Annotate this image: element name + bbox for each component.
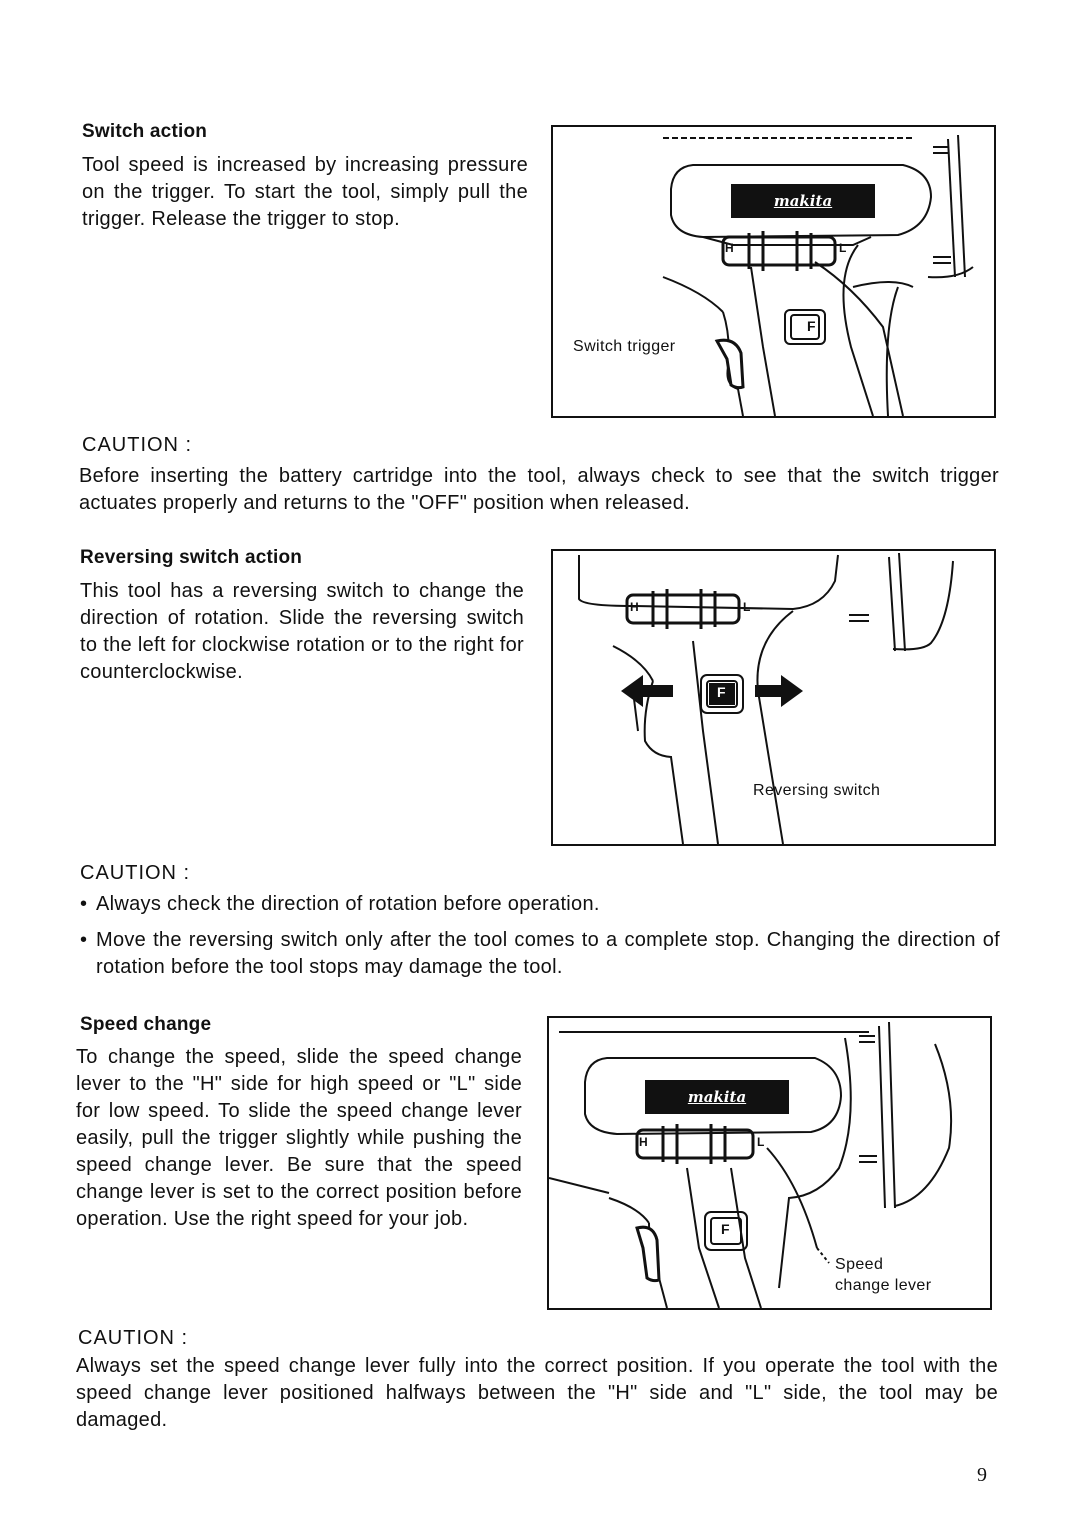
page-number: 9 bbox=[977, 1464, 987, 1486]
reversing-switch-mark: F bbox=[717, 684, 726, 700]
switch-h-marker: H bbox=[725, 241, 734, 255]
switch-h-marker: H bbox=[639, 1135, 648, 1149]
makita-logo: makita bbox=[687, 1088, 747, 1106]
caution-bullet-text: Always check the direction of rotation before operation. bbox=[96, 893, 600, 915]
reversing-illustration bbox=[553, 551, 994, 844]
caution-bullet bbox=[80, 927, 1000, 981]
caution-heading: CAUTION : bbox=[80, 862, 191, 884]
caution-bullet-list bbox=[80, 891, 1000, 981]
reversing-switch-label: Reversing switch bbox=[753, 782, 881, 799]
switch-l-marker: L bbox=[757, 1135, 765, 1149]
switch-action-heading: Switch action bbox=[82, 121, 208, 142]
caution-heading: CAUTION : bbox=[82, 434, 193, 456]
makita-logo: makita bbox=[773, 192, 833, 210]
switch-l-marker: L bbox=[743, 600, 751, 614]
reversing-heading: Reversing switch action bbox=[80, 547, 303, 568]
speed-change-figure bbox=[547, 1016, 992, 1310]
caution-text: Always set the speed change lever fully into the correct position. If you operate the tool with the speed change lever positioned halfways between the "H" side and "L" side, the tool may be damaged. bbox=[76, 1355, 998, 1431]
speed-change-illustration bbox=[549, 1018, 990, 1308]
reversing-switch-mark: F bbox=[807, 318, 816, 334]
switch-h-marker: H bbox=[630, 600, 639, 614]
caution-bullet-text: Move the reversing switch only after the tool comes to a complete stop. Changing the direction of rotation before the tool stops may damage the tool. bbox=[96, 929, 1000, 978]
reversing-switch-mark: F bbox=[721, 1221, 730, 1237]
speed-change-label-line2: change lever bbox=[835, 1277, 932, 1294]
speed-change-label-line1: Speed bbox=[835, 1256, 884, 1273]
reversing-text: This tool has a reversing switch to change the direction of rotation. Slide the reversing switch to the left for clockwise rotation or to the right for counterclockwise. bbox=[80, 580, 524, 683]
speed-change-text: To change the speed, slide the speed change lever to the "H" side for high speed or "L" side for low speed. To slide the speed change lever easily, pull the trigger slightly while pushing the speed change lever. Be sure that the speed change lever is set to the correct position before operation. Use the right speed for your job. bbox=[76, 1046, 522, 1230]
drill-illustration bbox=[553, 127, 994, 416]
bullet-marker: • bbox=[80, 893, 88, 915]
caution-bullet bbox=[80, 891, 1000, 918]
switch-l-marker: L bbox=[839, 241, 847, 255]
speed-change-heading: Speed change bbox=[80, 1014, 212, 1035]
switch-trigger-label: Switch trigger bbox=[573, 338, 676, 355]
caution-text: Before inserting the battery cartridge into the tool, always check to see that the switch trigger actuates properly and returns to the "OFF" position when released. bbox=[79, 465, 999, 514]
bullet-marker: • bbox=[80, 929, 88, 951]
switch-trigger-figure bbox=[551, 125, 996, 418]
switch-action-text: Tool speed is increased by increasing pressure on the trigger. To start the tool, simply pull the trigger. Release the trigger to stop. bbox=[82, 154, 528, 230]
reversing-switch-figure bbox=[551, 549, 996, 846]
caution-heading: CAUTION : bbox=[78, 1327, 189, 1349]
